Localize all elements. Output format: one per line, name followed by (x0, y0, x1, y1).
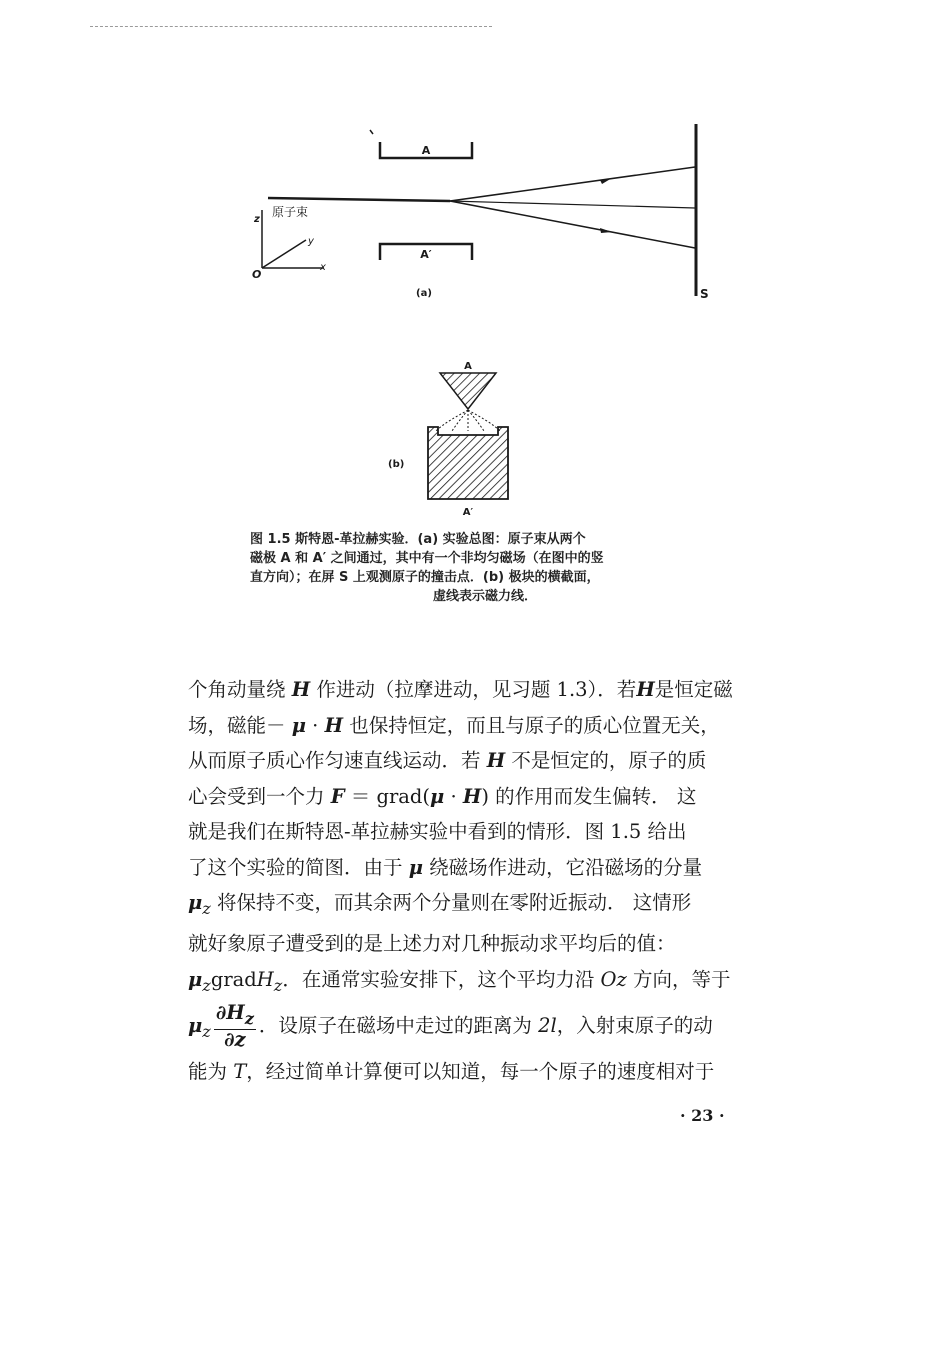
pole-b-top-label: A (464, 361, 472, 372)
svg-text:x: x (320, 262, 326, 273)
fraction: $\frac{\partial H_z}{\partial z}$ (215, 1001, 254, 1052)
caption-line: 图 1.5 斯特恩-革拉赫实验．(a) 实验总图：原子束从两个 (250, 532, 586, 547)
pole-b-bottom-label: A′ (462, 507, 474, 518)
body-text (188, 672, 778, 1090)
pole-a-prime-label: A′ (420, 248, 432, 261)
svg-text:y: y (308, 236, 314, 247)
svg-text:O: O (252, 268, 262, 281)
incoming-beam (268, 198, 450, 201)
screen-s-label: S (700, 287, 709, 301)
beam-mid (450, 201, 695, 208)
top-rule (90, 26, 492, 27)
caption-line: 虚线表示磁力线． (432, 589, 537, 604)
page-number: · 23 · (680, 1106, 725, 1125)
text-line: 就好象原子遭受到的是上述力对几种振动求平均后的值： (188, 932, 676, 956)
beam-down (450, 201, 695, 248)
text-line: 个角动量绕 H 作进动（拉摩进动，见习题 1.3）．若H是恒定磁 (188, 678, 733, 701)
pole-block (428, 427, 508, 499)
text-line: $\mu_zgradH_z$．在通常实验安排下，这个平均力沿 Oz 方向，等于 (188, 967, 731, 995)
caption-line: 磁极 A 和 A′ 之间通过，其中有一个非均匀磁场（在图中的竖 (250, 551, 604, 566)
panel-a-label: (a) (416, 288, 432, 299)
text-line: $\mu_z$ 将保持不变，而其余两个分量则在零附近振动． 这情形 (188, 891, 692, 918)
text-line: 能为 T，经过简单计算便可以知道，每一个原子的速度相对于 (188, 1060, 715, 1084)
figure-a-apparatus (240, 110, 720, 310)
text-line: 就是我们在斯特恩-革拉赫实验中看到的情形．图 1.5 给出 (188, 820, 687, 843)
pole-a-label: A (421, 144, 431, 157)
atom-beam-label: 原子束 (272, 205, 309, 219)
text-line: $\mu_z$ $\frac{\partial H_z}{\partial z}$ ．设原子在磁场中走过的距离为 2l，入射束原子的动 (188, 1001, 713, 1052)
text-line: 了这个实验的简图．由于 μ 绕磁场作进动，它沿磁场的分量 (188, 855, 703, 879)
text-line: 心会受到一个力 F ＝ grad(μ · H) 的作用而发生偏转． 这 (188, 784, 697, 808)
text-line: 场，磁能－ μ · H 也保持恒定，而且与原子的质心位置无关， (188, 713, 720, 737)
pole-wedge (440, 373, 496, 409)
text-line: 从而原子质心作匀速直线运动．若 H 不是恒定的，原子的质 (188, 749, 707, 772)
svg-text:z: z (254, 214, 260, 225)
caption-line: 直方向）；在屏 S 上观测原子的撞击点．(b) 极块的横截面， (250, 570, 600, 585)
figure-caption (250, 530, 720, 606)
figure-b-pole-section (370, 355, 570, 520)
beam-up (450, 167, 695, 201)
panel-b-label: (b) (388, 459, 405, 470)
